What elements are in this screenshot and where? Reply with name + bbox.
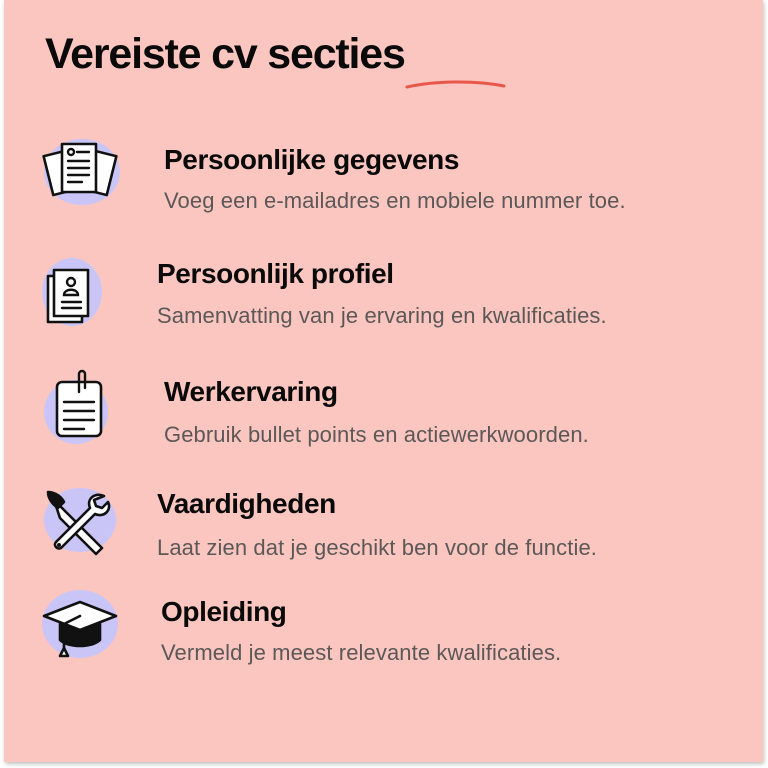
documents-icon	[40, 136, 120, 216]
section-heading: Persoonlijke gegevens	[164, 144, 460, 175]
section-skills	[40, 482, 760, 572]
profile-document-icon	[40, 252, 120, 332]
section-description: Laat zien dat je geschikt ben voor de functie.	[157, 535, 597, 560]
section-personal-details	[40, 136, 760, 226]
section-description: Vermeld je meest relevante kwalificaties.	[161, 640, 562, 665]
graduation-cap-icon	[40, 590, 120, 670]
section-heading: Vaardigheden	[157, 488, 336, 519]
section-description: Gebruik bullet points en actiewerkwoorden.	[164, 422, 589, 447]
section-heading: Werkervaring	[164, 376, 338, 407]
section-description: Voeg een e-mailadres en mobiele nummer toe.	[164, 188, 626, 213]
section-personal-profile	[40, 252, 760, 342]
section-education	[40, 590, 760, 680]
section-description: Samenvatting van je ervaring en kwalificaties.	[157, 303, 607, 328]
section-heading: Opleiding	[161, 596, 287, 627]
section-work-experience	[40, 368, 760, 458]
cv-sections-card	[4, 0, 763, 762]
section-heading: Persoonlijk profiel	[157, 258, 394, 289]
page-title: Vereiste cv secties	[45, 30, 405, 78]
clipboard-note-icon	[40, 368, 120, 448]
tools-icon	[40, 482, 120, 562]
title-underline	[404, 78, 509, 92]
